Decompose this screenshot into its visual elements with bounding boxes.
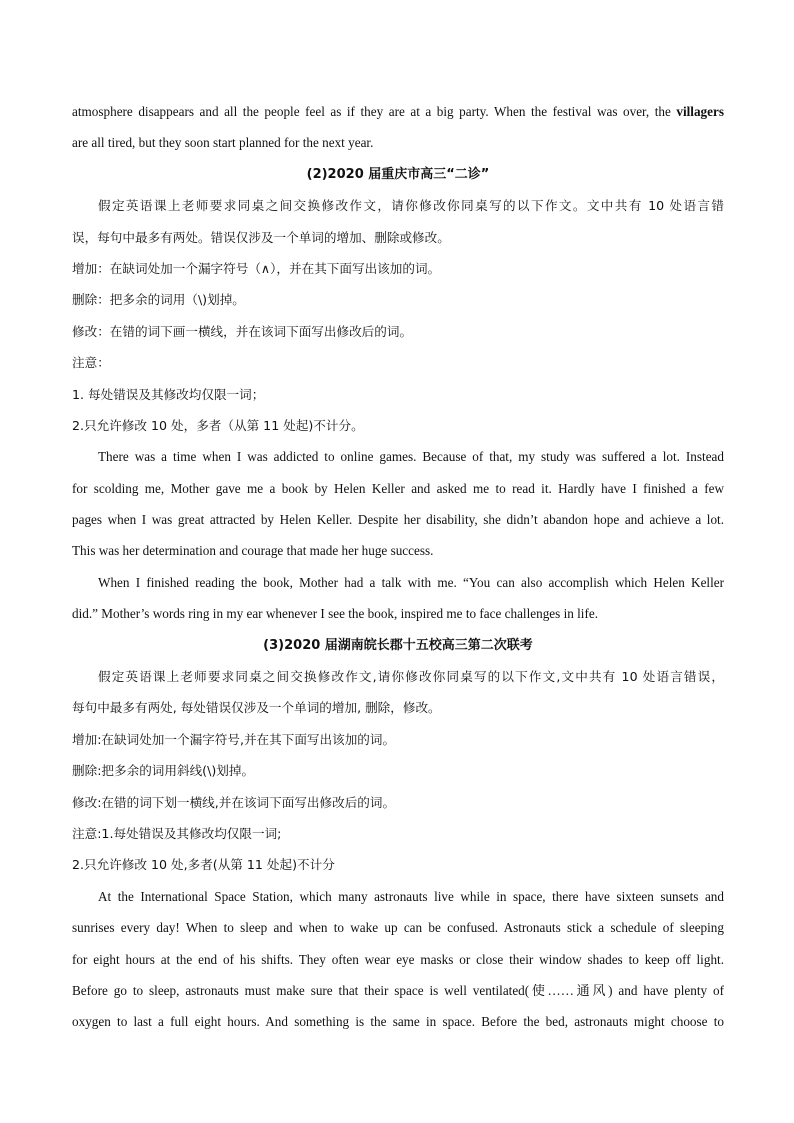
section-2-passage-line: for scolding me, Mother gave me a book by Helen Keller and asked me to read it. Hardly have I finished a few [72, 480, 724, 496]
section-3-note-1: 注意:1.每处错误及其修改均仅限一词; [72, 825, 282, 841]
section-2-passage-line: This was her determination and courage that made her huge success. [72, 543, 434, 559]
section-2-add-rule: 增加：在缺词处加一个漏字符号（∧），并在其下面写出该加的词。 [72, 260, 441, 276]
section-3-passage-line: for eight hours at the end of his shifts. They often wear eye masks or close their window shades to keep off light. [72, 951, 724, 967]
section-2-heading: (2)2020 届重庆市高三“二诊” [306, 166, 490, 182]
section-3-passage-line: oxygen to last a full eight hours. And something is the same in space. Before the bed, astronauts might choose to [72, 1014, 724, 1030]
section-2-note-title: 注意： [72, 355, 110, 371]
section-2-note-2: 2.只允许修改 10 处，多者（从第 11 处起)不计分。 [72, 417, 364, 433]
bold-word-villagers: villagers [676, 104, 724, 119]
section-3-note-2: 2.只允许修改 10 处,多者(从第 11 处起)不计分 [72, 857, 335, 873]
section-2-note-1: 1. 每处错误及其修改均仅限一词； [72, 386, 265, 402]
section-2-intro-2: 误，每句中最多有两处。错误仅涉及一个单词的增加、删除或修改。 [72, 229, 450, 245]
carryover-text: atmosphere disappears and all the people feel as if they are at a big party. When the festival was over, the [72, 104, 671, 119]
section-3-passage-line: Before go to sleep, astronauts must make sure that their space is well ventilated(使……通风) and have plenty of [72, 982, 724, 998]
section-3-intro-1: 假定英语课上老师要求同桌之间交换修改作文,请你修改你同桌写的以下作文,文中共有 10 处语言错误， [98, 669, 724, 685]
section-2-passage-line: pages when I was great attracted by Helen Keller. Despite her disability, she didn’t abandon hope and achieve a lot. [72, 512, 724, 528]
carryover-line-2: are all tired, but they soon start planned for the next year. [72, 135, 374, 151]
section-2-passage-line: There was a time when I was addicted to online games. Because of that, my study was suffered a lot. Instead [98, 449, 724, 465]
carryover-line-1 [72, 96, 724, 127]
section-3-passage-line: At the International Space Station, which many astronauts live while in space, there have sixteen sunsets and [98, 888, 724, 904]
section-2-passage-line: did.” Mother’s words ring in my ear whenever I see the book, inspired me to face challenges in life. [72, 606, 598, 622]
section-3-heading: (3)2020 届湖南皖长郡十五校高三第二次联考 [263, 637, 533, 653]
section-3-intro-2: 每句中最多有两处, 每处错误仅涉及一个单词的增加, 删除，修改。 [72, 700, 441, 716]
section-3-add-rule: 增加:在缺词处加一个漏字符号,并在其下面写出该加的词。 [72, 731, 396, 747]
section-2-delete-rule: 删除：把多余的词用（\)划掉。 [72, 292, 245, 308]
document-page [72, 96, 724, 1038]
section-3-passage-line: sunrises every day! When to sleep and when to wake up can be confused. Astronauts stick a schedule of sleeping [72, 920, 724, 936]
section-3-modify-rule: 修改:在错的词下划一横线,并在该词下面写出修改后的词。 [72, 794, 396, 810]
section-2-modify-rule: 修改：在错的词下画一横线，并在该词下面写出修改后的词。 [72, 323, 413, 339]
section-3-delete-rule: 删除:把多余的词用斜线(\)划掉。 [72, 763, 255, 779]
section-2-intro-1: 假定英语课上老师要求同桌之间交换修改作文，请你修改你同桌写的以下作文。文中共有 10 处语言错 [98, 198, 724, 214]
section-2-passage-line: When I finished reading the book, Mother had a talk with me. “You can also accomplish which Helen Keller [98, 574, 724, 590]
